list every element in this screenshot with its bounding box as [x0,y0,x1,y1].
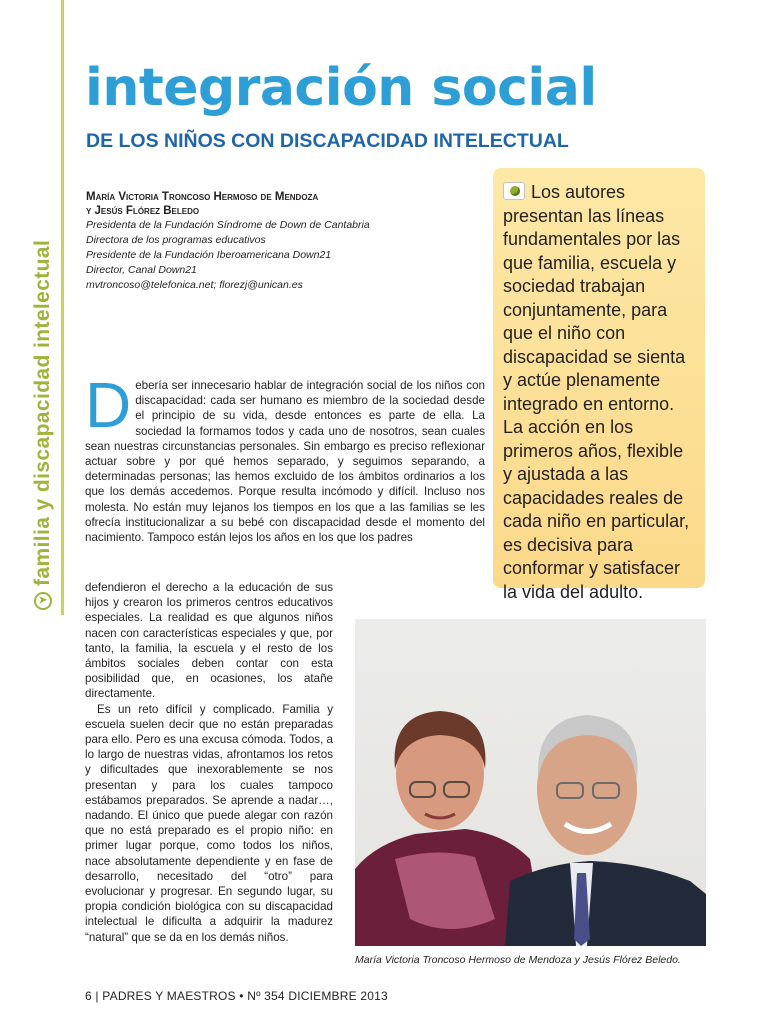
paragraph-1-text: ebería ser innecesario hablar de integración social de los niños con discapacidad: cada ser humano es miembro de la sociedad desde el principio de su vida, desde entonces es parte de ella. La sociedad la formamos todos y cada uno de nosotros, sean cuales sean nuestras circunstancias personales. Sin embargo es preciso reflexionar actuar sobre y por qué hemos separado, y seguimos separando, a determinadas personas; las hemos excluido de los ámbitos ordinarios a los que los demás accedemos. Porque resulta incómodo y difícil. Incluso nos molesta. No están muy lejanos los tiempos en los que a las familias se les ofrecía institucionalizar a su bebé con discapacidad desde el momento del nacimiento. Tampoco están lejos los años en los que los padres [85,379,485,545]
article-subtitle: DE LOS NIÑOS CON DISCAPACIDAD INTELECTUAL [86,130,569,152]
article-title: integración social [85,58,597,118]
article-body-narrow [85,580,333,945]
author-role: Director, Canal Down21 [86,264,197,276]
paragraph: Es un reto difícil y complicado. Familia y escuela suelen decir que no están preparadas para ello. Pero es una excusa cómoda. Todos, a lo largo de nuestras vidas, afrontamos los retos y dificultades que inexorablemente se nos presentan y para los cuales tampoco estábamos preparados. Se aprende a nadar…, nadando. El único que puede alegar con razón que no está preparado es el propio niño: en primer lugar porque, como todos los niños, nace absolutamente dependiente y en fase de desarrollo, necesitado del “otro” para evolucionar y progresar. En segundo lugar, su propia condición biológica con su discapacidad intelectual le dificulta a adquirir la madurez “natural” que se da en los demás niños. [85,702,333,944]
page-number: 6 [85,989,92,1003]
authors-photo-illustration [355,619,706,946]
section-sidebar [0,0,62,1024]
section-label-text: familia y discapacidad intelectual [31,239,54,586]
drop-cap: D [85,369,132,441]
page-footer [85,989,388,1003]
sidebar-rule [61,0,64,615]
author-name-line-1: María Victoria Troncoso Hermoso de Mendoza [86,191,319,203]
publication-info: PADRES Y MAESTROS • Nº 354 DICIEMBRE 2013 [102,989,388,1003]
authors-block [86,190,486,293]
authors-photo [355,619,706,946]
pull-quote-text: Los autores presentan las líneas fundamentales por las que familia, escuela y sociedad trabajan conjuntamente, para que el niño con discapacidad se sienta y actúe plenamente integrado en entorno. La acción en los primeros años, flexible y ajustada a las capacidades reales de cada niño en particular, es decisiva para conformar y satisfacer la vida del adulto. [503,182,690,602]
paragraph: defendieron el derecho a la educación de sus hijos y crearon los primeros centros educativos especiales. La realidad es que algunos niños nacen con características especiales y que, por tanto, la familia, la escuela y el resto de los ámbitos sociales deben contar con esta posibilidad que, en ocasiones, los atañe directamente. [85,581,333,701]
circle-arrow-icon: ➤ [34,592,52,610]
section-label [30,140,56,610]
photo-caption: María Victoria Troncoso Hermoso de Mendoza y Jesús Flórez Beledo. [355,954,681,966]
footer-separator: | [95,989,99,1003]
author-emails: mvtroncoso@telefonica.net; florezj@unican.es [86,279,303,291]
author-role: Directora de los programas educativos [86,234,266,246]
author-role: Presidente de la Fundación Iberoamericana Down21 [86,249,332,261]
paragraph [85,369,485,545]
author-role: Presidenta de la Fundación Síndrome de Down de Cantabria [86,219,370,231]
pull-quote-box [493,168,705,602]
quote-bullet-icon [503,182,525,200]
article-body [85,369,485,545]
author-name-line-2: y Jesús Flórez Beledo [86,205,200,217]
